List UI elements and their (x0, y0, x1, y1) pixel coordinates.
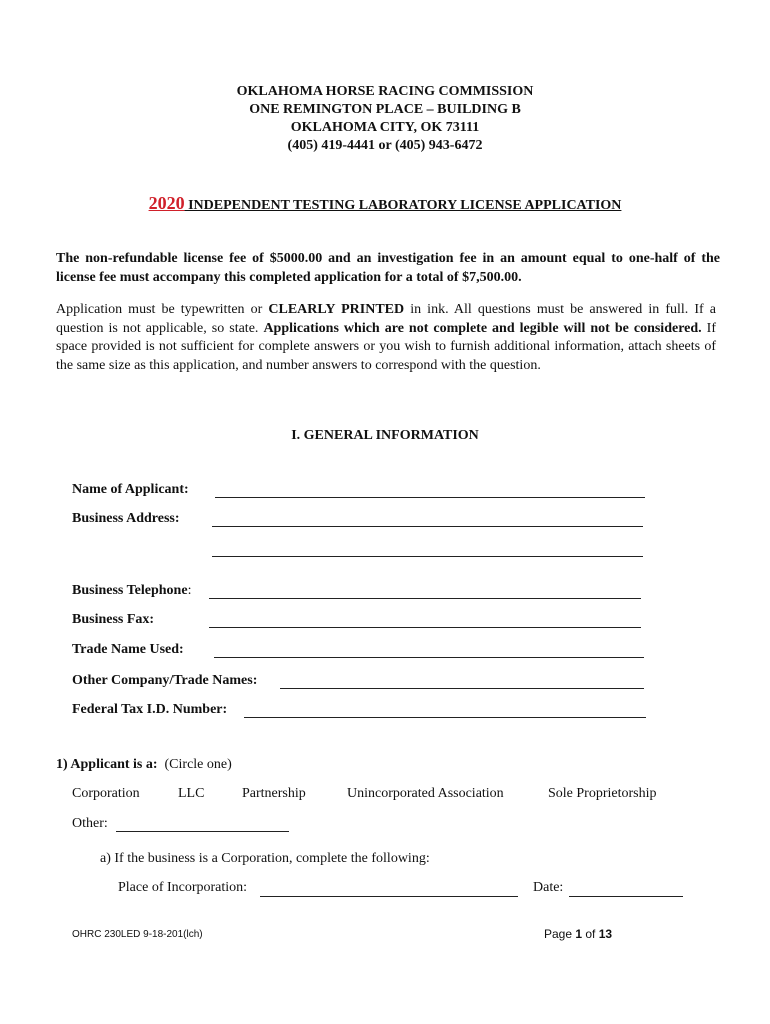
sub-question-a: a) If the business is a Corporation, complete the following: (100, 851, 430, 866)
trade-name-used-field[interactable] (214, 657, 644, 658)
business-address-field-2[interactable] (212, 556, 643, 557)
other-company-trade-names-label: Other Company/Trade Names: (72, 673, 258, 688)
instructions-text-3: If space provided is not sufficient for complete answers or you wish to furnish additional information, attach sheets of the same size as this application, and number answers to correspond with the question. (56, 320, 717, 373)
instructions-paragraph (56, 301, 716, 375)
instructions-text-1: Application must be typewritten or (56, 302, 269, 317)
name-of-applicant-field[interactable] (215, 497, 645, 498)
place-of-incorporation-field[interactable] (260, 896, 518, 897)
federal-tax-id-field[interactable] (244, 717, 646, 718)
title-text: INDEPENDENT TESTING LABORATORY LICENSE APPLICATION (184, 198, 622, 213)
page-of: of (582, 927, 599, 941)
instructions-bold-1: CLEARLY PRINTED (268, 302, 405, 317)
business-address-field-1[interactable] (212, 526, 643, 527)
business-fax-label: Business Fax: (72, 612, 155, 627)
page-title (0, 193, 770, 214)
other-label: Other: (72, 816, 108, 831)
option-sole-proprietorship[interactable]: Sole Proprietorship (548, 786, 657, 801)
page-number (544, 927, 612, 941)
business-telephone-colon: : (187, 583, 192, 598)
fee-notice: The non-refundable license fee of $5000.00 and an investigation fee in an amount equal to one-half of the license fee must accompany this completed application for a total of $7,500.00. (56, 251, 720, 285)
form-id: OHRC 230LED 9-18-201(lch) (72, 929, 203, 940)
option-partnership[interactable]: Partnership (242, 786, 306, 801)
option-corporation[interactable]: Corporation (72, 786, 140, 801)
trade-name-used-label: Trade Name Used: (72, 642, 184, 657)
page-prefix: Page (544, 927, 576, 941)
header-line-3: OKLAHOMA CITY, OK 73111 (290, 120, 480, 135)
name-of-applicant-label: Name of Applicant: (72, 482, 189, 497)
other-company-trade-names-field[interactable] (280, 688, 644, 689)
title-year: 2020 (148, 193, 185, 213)
page-total: 13 (598, 927, 613, 941)
option-unincorporated-association[interactable]: Unincorporated Association (347, 786, 504, 801)
instructions-text-2: in ink. All questions must be answered in full. If a question is not applicable, so state. (56, 302, 716, 336)
question-1 (56, 757, 232, 773)
date-label: Date: (533, 880, 564, 895)
question-1-label: 1) Applicant is a: (56, 757, 158, 772)
other-field[interactable] (116, 831, 289, 832)
header-line-1: OKLAHOMA HORSE RACING COMMISSION (236, 84, 534, 99)
business-fax-field[interactable] (209, 627, 641, 628)
business-telephone-label (72, 583, 191, 599)
question-1-hint: (Circle one) (164, 757, 232, 772)
date-field[interactable] (569, 896, 683, 897)
place-of-incorporation-label: Place of Incorporation: (118, 880, 248, 895)
business-telephone-label-text: Business Telephone (72, 583, 188, 598)
business-address-label: Business Address: (72, 511, 180, 526)
header-line-4: (405) 419-4441 or (405) 943-6472 (287, 138, 483, 153)
section-title: I. GENERAL INFORMATION (291, 428, 479, 443)
header-line-2: ONE REMINGTON PLACE – BUILDING B (249, 102, 521, 117)
federal-tax-id-label: Federal Tax I.D. Number: (72, 702, 228, 717)
instructions-bold-2: Applications which are not complete and legible will not be considered. (263, 320, 702, 336)
business-telephone-field[interactable] (209, 598, 641, 599)
option-llc[interactable]: LLC (178, 786, 205, 801)
page-current: 1 (575, 927, 583, 941)
